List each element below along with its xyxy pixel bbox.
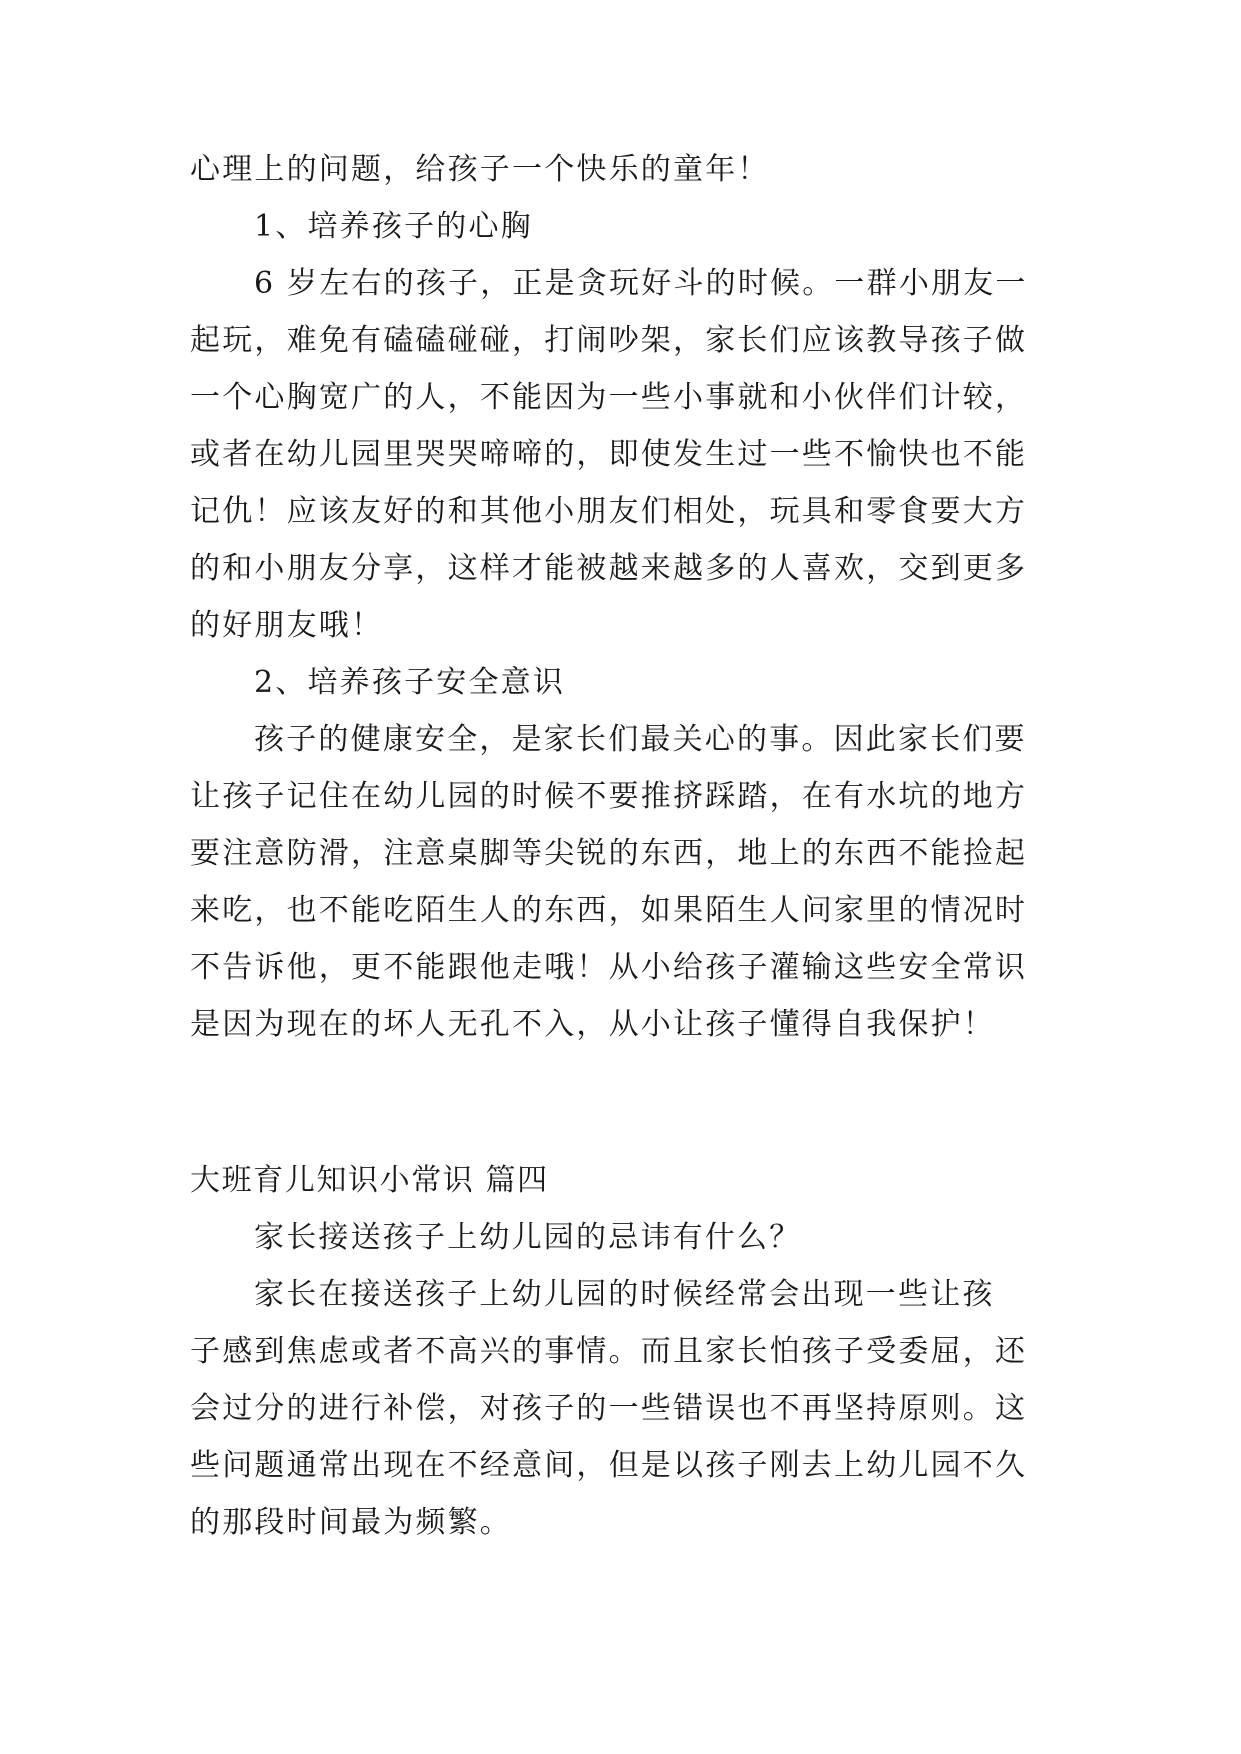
paragraph-line: 心理上的问题，给孩子一个快乐的童年！: [190, 152, 770, 187]
paragraph-line: 6 岁左右的孩子，正是贪玩好斗的时候。一群小朋友一: [254, 266, 1028, 301]
paragraph-line: 记仇！应该友好的和其他小朋友们相处，玩具和零食要大方: [190, 494, 1028, 529]
paragraph-line: 或者在幼儿园里哭哭啼啼的，即使发生过一些不愉快也不能: [190, 437, 1028, 472]
paragraph-line: 孩子的健康安全，是家长们最关心的事。因此家长们要: [254, 722, 1027, 757]
paragraph-line: 起玩，难免有磕磕碰碰，打闹吵架，家长们应该教导孩子做: [190, 323, 1028, 358]
paragraph-line: 家长在接送孩子上幼儿园的时候经常会出现一些让孩: [254, 1277, 995, 1312]
paragraph-line: 的和小朋友分享，这样才能被越来越多的人喜欢，交到更多: [190, 551, 1028, 586]
paragraph-line: 不告诉他，更不能跟他走哦！从小给孩子灌输这些安全常识: [190, 950, 1028, 985]
section-heading: 大班育儿知识小常识 篇四: [190, 1163, 549, 1198]
paragraph-line: 的好朋友哦！: [190, 608, 384, 643]
section-1-text: [190, 141, 1065, 1053]
subheading-1: 1、培养孩子的心胸: [254, 209, 533, 244]
paragraph-line: 一个心胸宽广的人，不能因为一些小事就和小伙伴们计较，: [190, 380, 1028, 415]
subheading-2: 2、培养孩子安全意识: [254, 665, 566, 700]
section-question: 家长接送孩子上幼儿园的忌讳有什么？: [254, 1220, 802, 1255]
paragraph-line: 的那段时间最为频繁。: [190, 1505, 512, 1540]
paragraph-line: 些问题通常出现在不经意间，但是以孩子刚去上幼儿园不久: [190, 1448, 1028, 1483]
paragraph-line: 子感到焦虑或者不高兴的事情。而且家长怕孩子受委屈，还: [190, 1334, 1028, 1369]
paragraph-line: 会过分的进行补偿，对孩子的一些错误也不再坚持原则。这: [190, 1391, 1028, 1426]
paragraph-line: 要注意防滑，注意桌脚等尖锐的东西，地上的东西不能捡起: [190, 836, 1028, 871]
section-2-text: [190, 1152, 1065, 1551]
paragraph-line: 是因为现在的坏人无孔不入，从小让孩子懂得自我保护！: [190, 1007, 995, 1042]
paragraph-line: 来吃，也不能吃陌生人的东西，如果陌生人问家里的情况时: [190, 893, 1028, 928]
paragraph-line: 让孩子记住在幼儿园的时候不要推挤踩踏，在有水坑的地方: [190, 779, 1028, 814]
